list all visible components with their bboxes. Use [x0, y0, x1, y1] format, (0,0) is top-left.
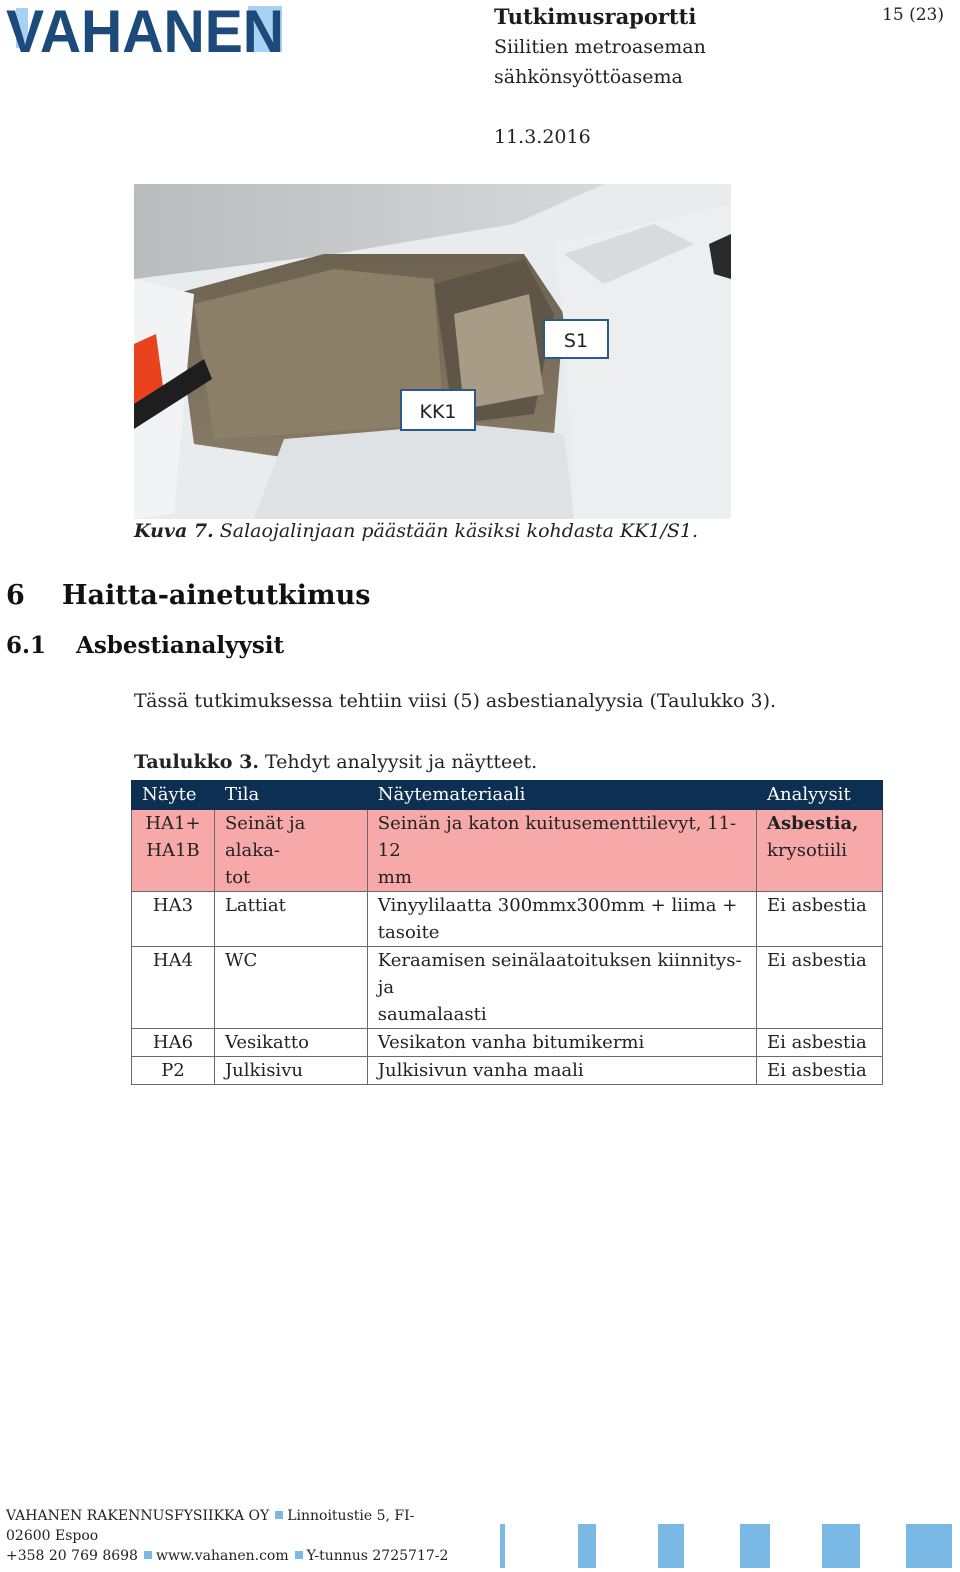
col-header-room: Tila: [214, 781, 367, 810]
col-header-sample: Näyte: [132, 781, 215, 810]
table-row: [132, 947, 883, 1029]
subsection-heading: [6, 632, 284, 659]
cell-sample: [132, 1057, 215, 1085]
subsection-number: 6.1: [6, 632, 47, 659]
cell-material: [367, 1057, 756, 1085]
document-date: 11.3.2016: [494, 126, 591, 148]
footer-business-id: Y-tunnus 2725717-2: [306, 1548, 449, 1564]
table-caption: [134, 751, 537, 773]
cell-analysis-text: Ei asbestia: [767, 895, 867, 916]
footer-line-1: [6, 1508, 414, 1524]
cell-sample-text: HA1+ HA1B: [145, 813, 201, 861]
table-row: [132, 1057, 883, 1085]
footer-web[interactable]: www.vahanen.com: [155, 1548, 289, 1564]
analysis-result: krysotiili: [767, 840, 848, 861]
footer-decorative-bars: [500, 1524, 952, 1568]
table-header-row: [132, 781, 883, 810]
project-name-line-2: sähkönsyöttöasema: [494, 66, 683, 88]
body-paragraph: Tässä tutkimuksessa tehtiin viisi (5) asbestianalyysia (Taulukko 3).: [134, 690, 777, 712]
cell-sample-text: HA4: [152, 950, 194, 971]
cell-sample-text: P2: [161, 1060, 185, 1081]
table-caption-text: Tehdyt analyysit ja näytteet.: [258, 751, 538, 773]
cell-analysis: [757, 892, 883, 947]
cell-room: [214, 810, 367, 892]
cell-material: [367, 947, 756, 1029]
table-row: [132, 1029, 883, 1057]
cell-room-text: WC: [224, 950, 258, 971]
cell-analysis: [757, 1057, 883, 1085]
footer-phone: +358 20 769 8698: [6, 1548, 138, 1564]
logo-text: VAHANEN: [6, 2, 284, 58]
cell-analysis: [757, 947, 883, 1029]
cell-room: [214, 1029, 367, 1057]
cell-sample: [132, 892, 215, 947]
col-header-material: Näytemateriaali: [367, 781, 756, 810]
section-number: 6: [6, 580, 25, 611]
cell-room-text: Seinät ja alaka- tot: [224, 813, 306, 888]
project-name-line-1: Siilitien metroaseman: [494, 36, 706, 58]
cell-room-text: Lattiat: [224, 895, 286, 916]
figure-caption-label: Kuva 7.: [134, 520, 214, 542]
analysis-result-bold: Asbestia,: [767, 813, 859, 834]
cell-room: [214, 892, 367, 947]
cell-room: [214, 947, 367, 1029]
footer-company: VAHANEN RAKENNUSFYSIIKKA OY: [6, 1508, 270, 1524]
figure-caption-text: Salaojalinjaan päästään käsiksi kohdasta KK1/S1.: [213, 520, 699, 542]
cell-material-text: Seinän ja katon kuitusementtilevyt, 11-12 mm: [377, 813, 737, 888]
cell-material-text: Vesikaton vanha bitumikermi: [377, 1032, 645, 1053]
cell-analysis: [757, 810, 883, 892]
cell-room-text: Vesikatto: [224, 1032, 309, 1053]
cell-sample: [132, 1029, 215, 1057]
label-kk1: KK1: [419, 401, 457, 423]
label-s1: S1: [563, 330, 589, 352]
table-body: [132, 810, 883, 1085]
document-type: Tutkimusraportti: [494, 4, 697, 29]
cell-room-text: Julkisivu: [224, 1060, 303, 1081]
cell-analysis-text: Ei asbestia: [767, 950, 867, 971]
footer-separator: [144, 1551, 152, 1559]
cell-analysis: [757, 1029, 883, 1057]
cell-material: [367, 810, 756, 892]
cell-analysis-text: Ei asbestia: [767, 1032, 867, 1053]
footer-address-2: 02600 Espoo: [6, 1528, 99, 1544]
table-row: [132, 810, 883, 892]
section-title: Haitta-ainetutkimus: [62, 580, 371, 611]
cell-sample-text: HA3: [152, 895, 194, 916]
cell-sample: [132, 947, 215, 1029]
cell-room: [214, 1057, 367, 1085]
table-row: [132, 892, 883, 947]
footer-line-3: [6, 1548, 448, 1564]
vahanen-logo: [6, 2, 288, 58]
cell-material-text: Vinyylilaatta 300mmx300mm + liima + tasoite: [377, 895, 738, 943]
figure-caption: [134, 520, 698, 542]
cell-sample: [132, 810, 215, 892]
subsection-title: Asbestianalyysit: [76, 632, 285, 659]
page-number: 15 (23): [882, 5, 944, 25]
cell-material: [367, 1029, 756, 1057]
cell-material-text: Julkisivun vanha maali: [377, 1060, 584, 1081]
footer-separator: [275, 1511, 283, 1519]
excavation-photo: [134, 184, 731, 519]
col-header-analysis: Analyysit: [757, 781, 883, 810]
cell-material: [367, 892, 756, 947]
cell-material-text: Keraamisen seinälaatoituksen kiinnitys- ja saumalaasti: [377, 950, 742, 1025]
cell-sample-text: HA6: [152, 1032, 194, 1053]
analysis-table: [131, 780, 883, 1085]
footer-line-2: [6, 1528, 98, 1544]
table-caption-label: Taulukko 3.: [134, 751, 259, 773]
section-heading: [6, 580, 370, 611]
footer-address-1: Linnoitustie 5, FI-: [287, 1508, 415, 1524]
cell-analysis-text: Ei asbestia: [767, 1060, 867, 1081]
footer-separator: [295, 1551, 303, 1559]
